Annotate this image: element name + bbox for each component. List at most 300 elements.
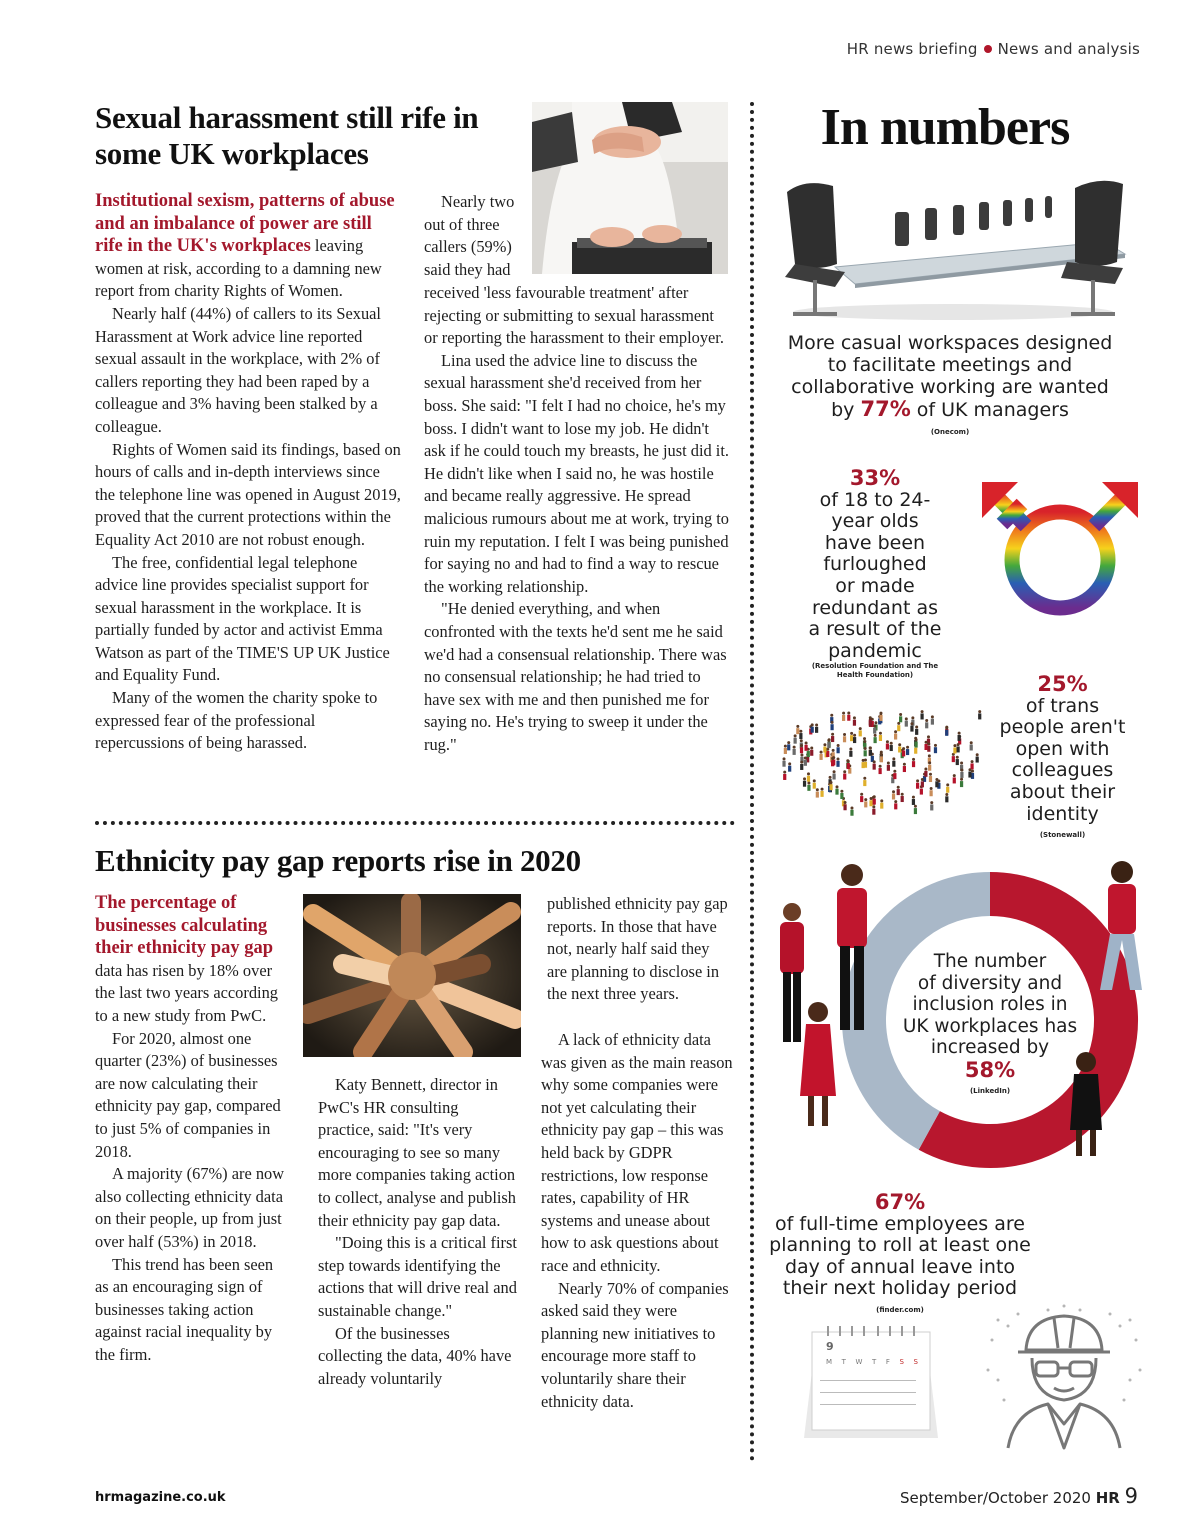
footer-issue: September/October 2020 — [900, 1489, 1091, 1507]
calendar-day: T — [841, 1358, 846, 1366]
crowd-head — [803, 777, 806, 780]
crowd-person — [829, 784, 832, 790]
article2-headline: Ethnicity pay gap reports rise in 2020 — [95, 843, 581, 878]
crowd-person — [796, 728, 799, 734]
stat2-line: redundant as — [811, 596, 938, 619]
running-header — [847, 40, 1140, 58]
crowd-person — [887, 765, 890, 771]
article1-col2-para: received 'less favourable treatment' after rejecting or submitting to sexual harassment or reporting the harassment to their employer. — [424, 283, 724, 348]
crowd-person — [787, 744, 790, 750]
crowd-person — [811, 727, 814, 733]
crowd-person — [827, 742, 830, 748]
crowd-head — [793, 746, 796, 749]
stat5-line: their next holiday period — [782, 1277, 1018, 1300]
crowd-person — [902, 750, 905, 756]
crowd-head — [960, 762, 963, 765]
crowd-head — [870, 797, 873, 800]
crowd-illustration — [770, 700, 990, 840]
crowd-person — [945, 796, 948, 802]
crowd-person — [916, 783, 919, 789]
stat4-line: UK workplaces has — [902, 1015, 1078, 1037]
stat4-line: The number — [933, 951, 1047, 972]
footer-page-number: 9 — [1124, 1484, 1138, 1508]
article1-headline: Sexual harassment still rife in some UK workplaces — [95, 100, 479, 171]
crowd-head — [864, 798, 867, 801]
article2-col1-para: A majority (67%) are now also collecting ethnicity data on their people, up from just over half (53%) in 2018. — [95, 1164, 285, 1251]
crowd-person — [799, 733, 802, 739]
article1-col1-para: The free, confidential legal telephone advice line provides specialist support for sexual harassment in the workplace. It is partially funded by actor and activist Emma Watson as part of the TIME'S UP UK Justice and Equality Fund. — [95, 552, 390, 685]
crowd-person — [928, 765, 931, 771]
stat2-line: furloughed — [823, 553, 927, 576]
stat3-line: of trans — [1025, 694, 1100, 717]
article2-col2 — [318, 1074, 518, 1390]
crowd-person — [924, 744, 927, 750]
crowd-person — [784, 748, 787, 754]
crowd-person — [836, 761, 839, 767]
crowd-person — [850, 735, 853, 741]
person-figure — [837, 864, 867, 1030]
article2-col1 — [95, 892, 289, 1366]
stat4-line: increased by — [930, 1037, 1050, 1059]
crowd-person — [968, 772, 971, 778]
calendar-icon — [798, 1318, 944, 1450]
crowd-head — [960, 769, 963, 772]
crowd-person — [978, 713, 981, 719]
crowd-person — [804, 745, 807, 751]
crowd-head — [843, 770, 846, 773]
crowd-person — [914, 748, 917, 754]
stat3-line: identity — [1026, 802, 1099, 825]
crowd-person — [807, 751, 810, 757]
crowd-person — [970, 744, 973, 750]
stat2-source: (Resolution Foundation and The Health Foundation) — [811, 662, 939, 680]
crowd-person — [853, 720, 856, 726]
crowd-head — [842, 712, 845, 715]
crowd-person — [886, 743, 889, 749]
crowd-head — [863, 740, 866, 743]
crowd-person — [931, 719, 934, 725]
stat2-line: or made — [835, 574, 915, 597]
crowd-head — [873, 760, 876, 763]
crowd-head — [976, 753, 979, 756]
crowd-head — [880, 799, 883, 802]
crowd-person — [873, 728, 876, 734]
crowd-head — [945, 727, 948, 730]
crowd-person — [853, 737, 856, 743]
crowd-head — [873, 724, 876, 727]
calendar-days — [826, 1358, 918, 1366]
crowd-head — [914, 805, 917, 808]
crowd-head — [800, 744, 803, 747]
article2-col3-para: Nearly 70% of companies asked said they were planning new initiatives to encourage more staff to voluntarily share their ethnicity data. — [541, 1278, 729, 1411]
crowd-head — [837, 744, 840, 747]
crowd-head — [805, 742, 808, 745]
crowd-person — [899, 716, 902, 722]
crowd-person — [810, 750, 813, 756]
crowd-head — [831, 721, 834, 724]
crowd-person — [831, 760, 834, 766]
crowd-person — [864, 801, 867, 807]
crowd-head — [929, 773, 932, 776]
calendar-day: F — [885, 1358, 890, 1366]
crowd-head — [820, 751, 823, 754]
crowd-head — [787, 741, 790, 744]
crowd-person — [960, 772, 963, 778]
stat3-line: colleagues — [1011, 759, 1114, 782]
crowd-person — [823, 747, 826, 753]
stat-diversity-roles — [895, 951, 1085, 1103]
crowd-person — [832, 774, 835, 780]
crowd-head — [837, 758, 840, 761]
crowd-person — [842, 715, 845, 721]
crowd-head — [830, 781, 833, 784]
crowd-person — [863, 780, 866, 786]
crowd-head — [930, 787, 933, 790]
stat2-line: year olds — [831, 510, 919, 533]
crowd-head — [853, 716, 856, 719]
footer-mag: HR — [1095, 1489, 1120, 1507]
crowd-person — [816, 792, 819, 798]
crowd-head — [833, 770, 836, 773]
crowd-person — [807, 776, 810, 782]
crowd-person — [847, 715, 850, 721]
crowd-head — [873, 795, 876, 798]
article1-col1 — [95, 190, 403, 755]
hands-photo — [303, 894, 521, 1057]
crowd-head — [879, 765, 882, 768]
stat3-line: people aren't — [999, 716, 1126, 739]
footer-folio — [900, 1484, 1138, 1508]
crowd-head — [953, 774, 956, 777]
crowd-head — [847, 711, 850, 714]
crowd-person — [897, 725, 900, 731]
crowd-head — [911, 716, 914, 719]
crowd-head — [807, 782, 810, 785]
crowd-head — [849, 748, 852, 751]
crowd-head — [927, 735, 930, 738]
crowd-head — [879, 712, 882, 715]
crowd-head — [811, 723, 814, 726]
crowd-head — [892, 757, 895, 760]
crowd-head — [971, 760, 974, 763]
crowd-head — [887, 762, 890, 765]
crowd-head — [860, 793, 863, 796]
stat-trans-identity — [990, 674, 1135, 847]
crowd-person — [921, 781, 924, 787]
article2-col2-para: "Doing this is a critical first step towards identifying the actions that will drive real and sustainable change." — [318, 1233, 517, 1320]
crowd-head — [915, 726, 918, 729]
crowd-head — [925, 741, 928, 744]
crowd-head — [903, 763, 906, 766]
crowd-head — [831, 757, 834, 760]
crowd-head — [957, 743, 960, 746]
crowd-person — [782, 761, 785, 767]
article1-lead-rest: leaving women at risk, according to a damning new report from charity Rights of Women. — [95, 236, 382, 301]
crowd-head — [910, 722, 913, 725]
crowd-head — [874, 721, 877, 724]
crowd-person — [894, 803, 897, 809]
harassment-photo — [532, 102, 728, 274]
crowd-head — [892, 790, 895, 793]
calendar-day: T — [871, 1358, 877, 1366]
crowd-head — [894, 730, 897, 733]
crowd-head — [924, 768, 927, 771]
stat4-line: of diversity and — [917, 972, 1063, 994]
crowd-person — [914, 808, 917, 814]
crowd-person — [912, 761, 915, 767]
crowd-head — [970, 741, 973, 744]
crowd-head — [813, 779, 816, 782]
crowd-head — [832, 749, 835, 752]
stat5-line: of full-time employees are — [775, 1212, 1025, 1235]
crowd-head — [843, 733, 846, 736]
stat-furloughed — [795, 468, 955, 680]
header-section: HR news briefing — [846, 40, 978, 58]
crowd-person — [930, 804, 933, 810]
calendar-day: S — [899, 1358, 904, 1366]
crowd-person — [894, 734, 897, 740]
stat2-line: have been — [824, 531, 926, 554]
crowd-head — [863, 737, 866, 740]
crowd-person — [958, 735, 961, 741]
crowd-person — [910, 726, 913, 732]
article2-col3-top — [547, 893, 732, 1006]
crowd-person — [843, 736, 846, 742]
crowd-head — [847, 760, 850, 763]
stat5-line: planning to roll at least one — [769, 1234, 1031, 1257]
crowd-head — [946, 783, 949, 786]
stat3-source: (Stonewall) — [1039, 831, 1086, 840]
crowd-person — [849, 751, 852, 757]
stat1-line: collaborative working are wanted — [791, 376, 1109, 398]
stat3-value: 25% — [1037, 672, 1088, 696]
crowd-head — [810, 746, 813, 749]
crowd-head — [906, 746, 909, 749]
crowd-head — [905, 717, 908, 720]
crowd-head — [859, 727, 862, 730]
crowd-head — [935, 778, 938, 781]
crowd-head — [890, 742, 893, 745]
crowd-person — [912, 799, 915, 805]
article2-col3-para: A lack of ethnicity data was given as the main reason why some companies were not yet calculating their ethnicity pay gap – this was held back by GDPR restrictions, low response rates, capability of HR systems and unease about how to ask questions about race and ethnicity. — [541, 1030, 733, 1275]
crowd-head — [788, 762, 791, 765]
crowd-person — [945, 730, 948, 736]
stat1-pre: by — [831, 399, 861, 421]
stat5-value: 67% — [874, 1190, 926, 1214]
crowd-person — [879, 715, 882, 721]
crowd-person — [804, 760, 807, 766]
crowd-head — [853, 734, 856, 737]
crowd-person — [864, 750, 867, 756]
crowd-person — [903, 766, 906, 772]
transgender-symbol-icon — [978, 472, 1142, 664]
crowd-head — [864, 747, 867, 750]
crowd-person — [835, 789, 838, 795]
crowd-person — [970, 763, 973, 769]
crowd-person — [897, 789, 900, 795]
crowd-person — [925, 722, 928, 728]
article1-col1-para: Rights of Women said its findings, based on hours of calls and in-depth interviews since the telephone line was opened in August 2019, proved that the current protections within the Equality Act 2010 are not robust enough. — [95, 439, 401, 549]
crowd-person — [859, 730, 862, 736]
crowd-person — [872, 809, 875, 815]
crowd-head — [850, 806, 853, 809]
crowd-person — [890, 745, 893, 751]
section-divider — [95, 821, 735, 825]
article1-col2-para: "He denied everything, and when confronted with the texts he'd sent me he said we'd had a consensual relationship. There was no consensual relationship; he had tried to have sex with me and then punished me for saying no. He's trying to sweep it under the rug." — [424, 599, 727, 754]
crowd-head — [893, 770, 896, 773]
crowd-head — [968, 768, 971, 771]
crowd-person — [815, 727, 818, 733]
crowd-head — [902, 747, 905, 750]
bullet-dot-icon — [984, 45, 992, 53]
crowd-head — [826, 748, 829, 751]
article2-col1-para: For 2020, almost one quarter (23%) of businesses are now calculating their ethnicity pay gap, compared to just 5% of companies in 2018. — [95, 1028, 281, 1161]
crowd-head — [804, 757, 807, 760]
person-figure — [800, 1002, 836, 1126]
sidebar-title: In numbers — [820, 99, 1070, 156]
article2-col3-top-text: published ethnicity pay gap reports. In those that have not, nearly half said they are planning to disclose in the next three years. — [547, 894, 728, 1004]
crowd-head — [831, 733, 834, 736]
crowd-person — [869, 720, 872, 726]
crowd-head — [880, 753, 883, 756]
crowd-head — [958, 732, 961, 735]
crowd-head — [894, 800, 897, 803]
crowd-person — [976, 757, 979, 763]
crowd-head — [945, 793, 948, 796]
worker-hard-hat-icon — [978, 1300, 1150, 1450]
calendar-month-num: 9 — [826, 1340, 834, 1353]
calendar-day: W — [855, 1358, 863, 1366]
crowd-person — [960, 781, 963, 787]
crowd-person — [826, 751, 829, 757]
crowd-person — [906, 749, 909, 755]
crowd-person — [847, 763, 850, 769]
crowd-person — [843, 774, 846, 780]
crowd-person — [915, 729, 918, 735]
crowd-person — [793, 749, 796, 755]
crowd-head — [912, 758, 915, 761]
article1-col2-para: Lina used the advice line to discuss the sexual harassment she'd received from her boss. She said: "I felt I had no choice, he's my boss. I didn't want to lose my job. He didn't ask if he could touch my breasts, he just did it. He didn't like when I said no, he was hostile and became really aggressive. He spread malicious rumours about me at work, trying to ruin my reputation. I felt I was being punished for saying no and had to find a way to rescue the working relationship. — [424, 350, 729, 596]
article1-col2 — [424, 282, 730, 756]
crowd-head — [928, 754, 931, 757]
crowd-head — [796, 725, 799, 728]
crowd-head — [928, 761, 931, 764]
crowd-head — [799, 730, 802, 733]
crowd-person — [905, 721, 908, 727]
article2-col2-para: Katy Bennett, director in PwC's HR consulting practice, said: "It's very encouraging to see so many more companies taking action to collect, analyse and publish their ethnicity pay gap data. — [318, 1075, 517, 1230]
stat4-line: inclusion roles in — [912, 994, 1068, 1016]
crowd-person — [820, 791, 823, 797]
crowd-head — [934, 744, 937, 747]
crowd-person — [819, 754, 822, 760]
crowd-person — [957, 746, 960, 752]
crowd-head — [879, 732, 882, 735]
crowd-person — [843, 804, 846, 810]
crowd-head — [869, 747, 872, 750]
crowd-person — [879, 768, 882, 774]
crowd-head — [827, 739, 830, 742]
crowd-person — [830, 724, 833, 730]
article1-col2-top — [424, 191, 525, 281]
footer-site: hrmagazine.co.uk — [95, 1490, 226, 1505]
crowd-head — [863, 777, 866, 780]
crowd-person — [874, 737, 877, 743]
article1-col2-top-text: Nearly two out of three callers (59%) said they had — [424, 192, 515, 279]
crowd-person — [831, 736, 834, 742]
crowd-person — [880, 803, 883, 809]
crowd-head — [897, 722, 900, 725]
article1-kicker: Institutional sexism, patterns of abuse and an imbalance of power are still rife in the UK's workplaces — [95, 191, 395, 257]
crowd-person — [788, 766, 791, 772]
crowd-head — [800, 761, 803, 764]
crowd-person — [873, 764, 876, 770]
crowd-person — [930, 790, 933, 796]
crowd-head — [960, 778, 963, 781]
crowd-head — [931, 715, 934, 718]
crowd-head — [850, 732, 853, 735]
crowd-head — [829, 776, 832, 779]
crowd-person — [946, 787, 949, 793]
crowd-head — [874, 734, 877, 737]
crowd-person — [953, 777, 956, 783]
crowd-person — [837, 747, 840, 753]
crowd-head — [807, 772, 810, 775]
crowd-person — [850, 810, 853, 816]
crowd-head — [899, 713, 902, 716]
crowd-head — [830, 714, 833, 717]
crowd-person — [901, 796, 904, 802]
sidebar-divider — [750, 102, 754, 1462]
stat2-line: of 18 to 24- — [819, 488, 931, 511]
crowd-person — [898, 747, 901, 753]
crowd-head — [869, 716, 872, 719]
crowd-person — [935, 781, 938, 787]
crowd-person — [892, 793, 895, 799]
crowd-person — [783, 774, 786, 780]
crowd-person — [873, 799, 876, 805]
stat3-line: about their — [1009, 780, 1116, 803]
crowd-person — [813, 783, 816, 789]
article2-col3 — [541, 1029, 736, 1413]
stat4-value: 58% — [964, 1057, 1016, 1082]
article1-col1-para: Many of the women the charity spoke to expressed fear of the professional repercussions of being harassed. — [95, 688, 378, 753]
stat-casual-workspaces — [770, 332, 1130, 443]
stat1-value: 77% — [860, 397, 911, 421]
crowd-person — [920, 789, 923, 795]
article2-col1-para: This trend has been seen as an encouraging sign of businesses taking action against racial inequality by the firm. — [95, 1254, 274, 1364]
crowd-person — [860, 796, 863, 802]
stat2-line: pandemic — [828, 639, 922, 662]
crowd-head — [800, 739, 803, 742]
crowd-person — [807, 785, 810, 791]
crowd-head — [816, 788, 819, 791]
crowd-person — [803, 781, 806, 787]
crowd-person — [869, 750, 872, 756]
person-figure — [780, 903, 804, 1042]
crowd-person — [869, 800, 872, 806]
crowd-head — [800, 753, 803, 756]
crowd-person — [800, 764, 803, 770]
crowd-person — [892, 761, 895, 767]
stat5-source: (finder.com) — [876, 1305, 924, 1314]
crowd-head — [921, 778, 924, 781]
calendar-day: S — [913, 1358, 918, 1366]
crowd-person — [956, 759, 959, 765]
crowd-person — [794, 738, 797, 744]
stat1-line: More casual workspaces designed — [787, 332, 1113, 354]
crowd-head — [921, 710, 924, 713]
crowd-head — [898, 743, 901, 746]
